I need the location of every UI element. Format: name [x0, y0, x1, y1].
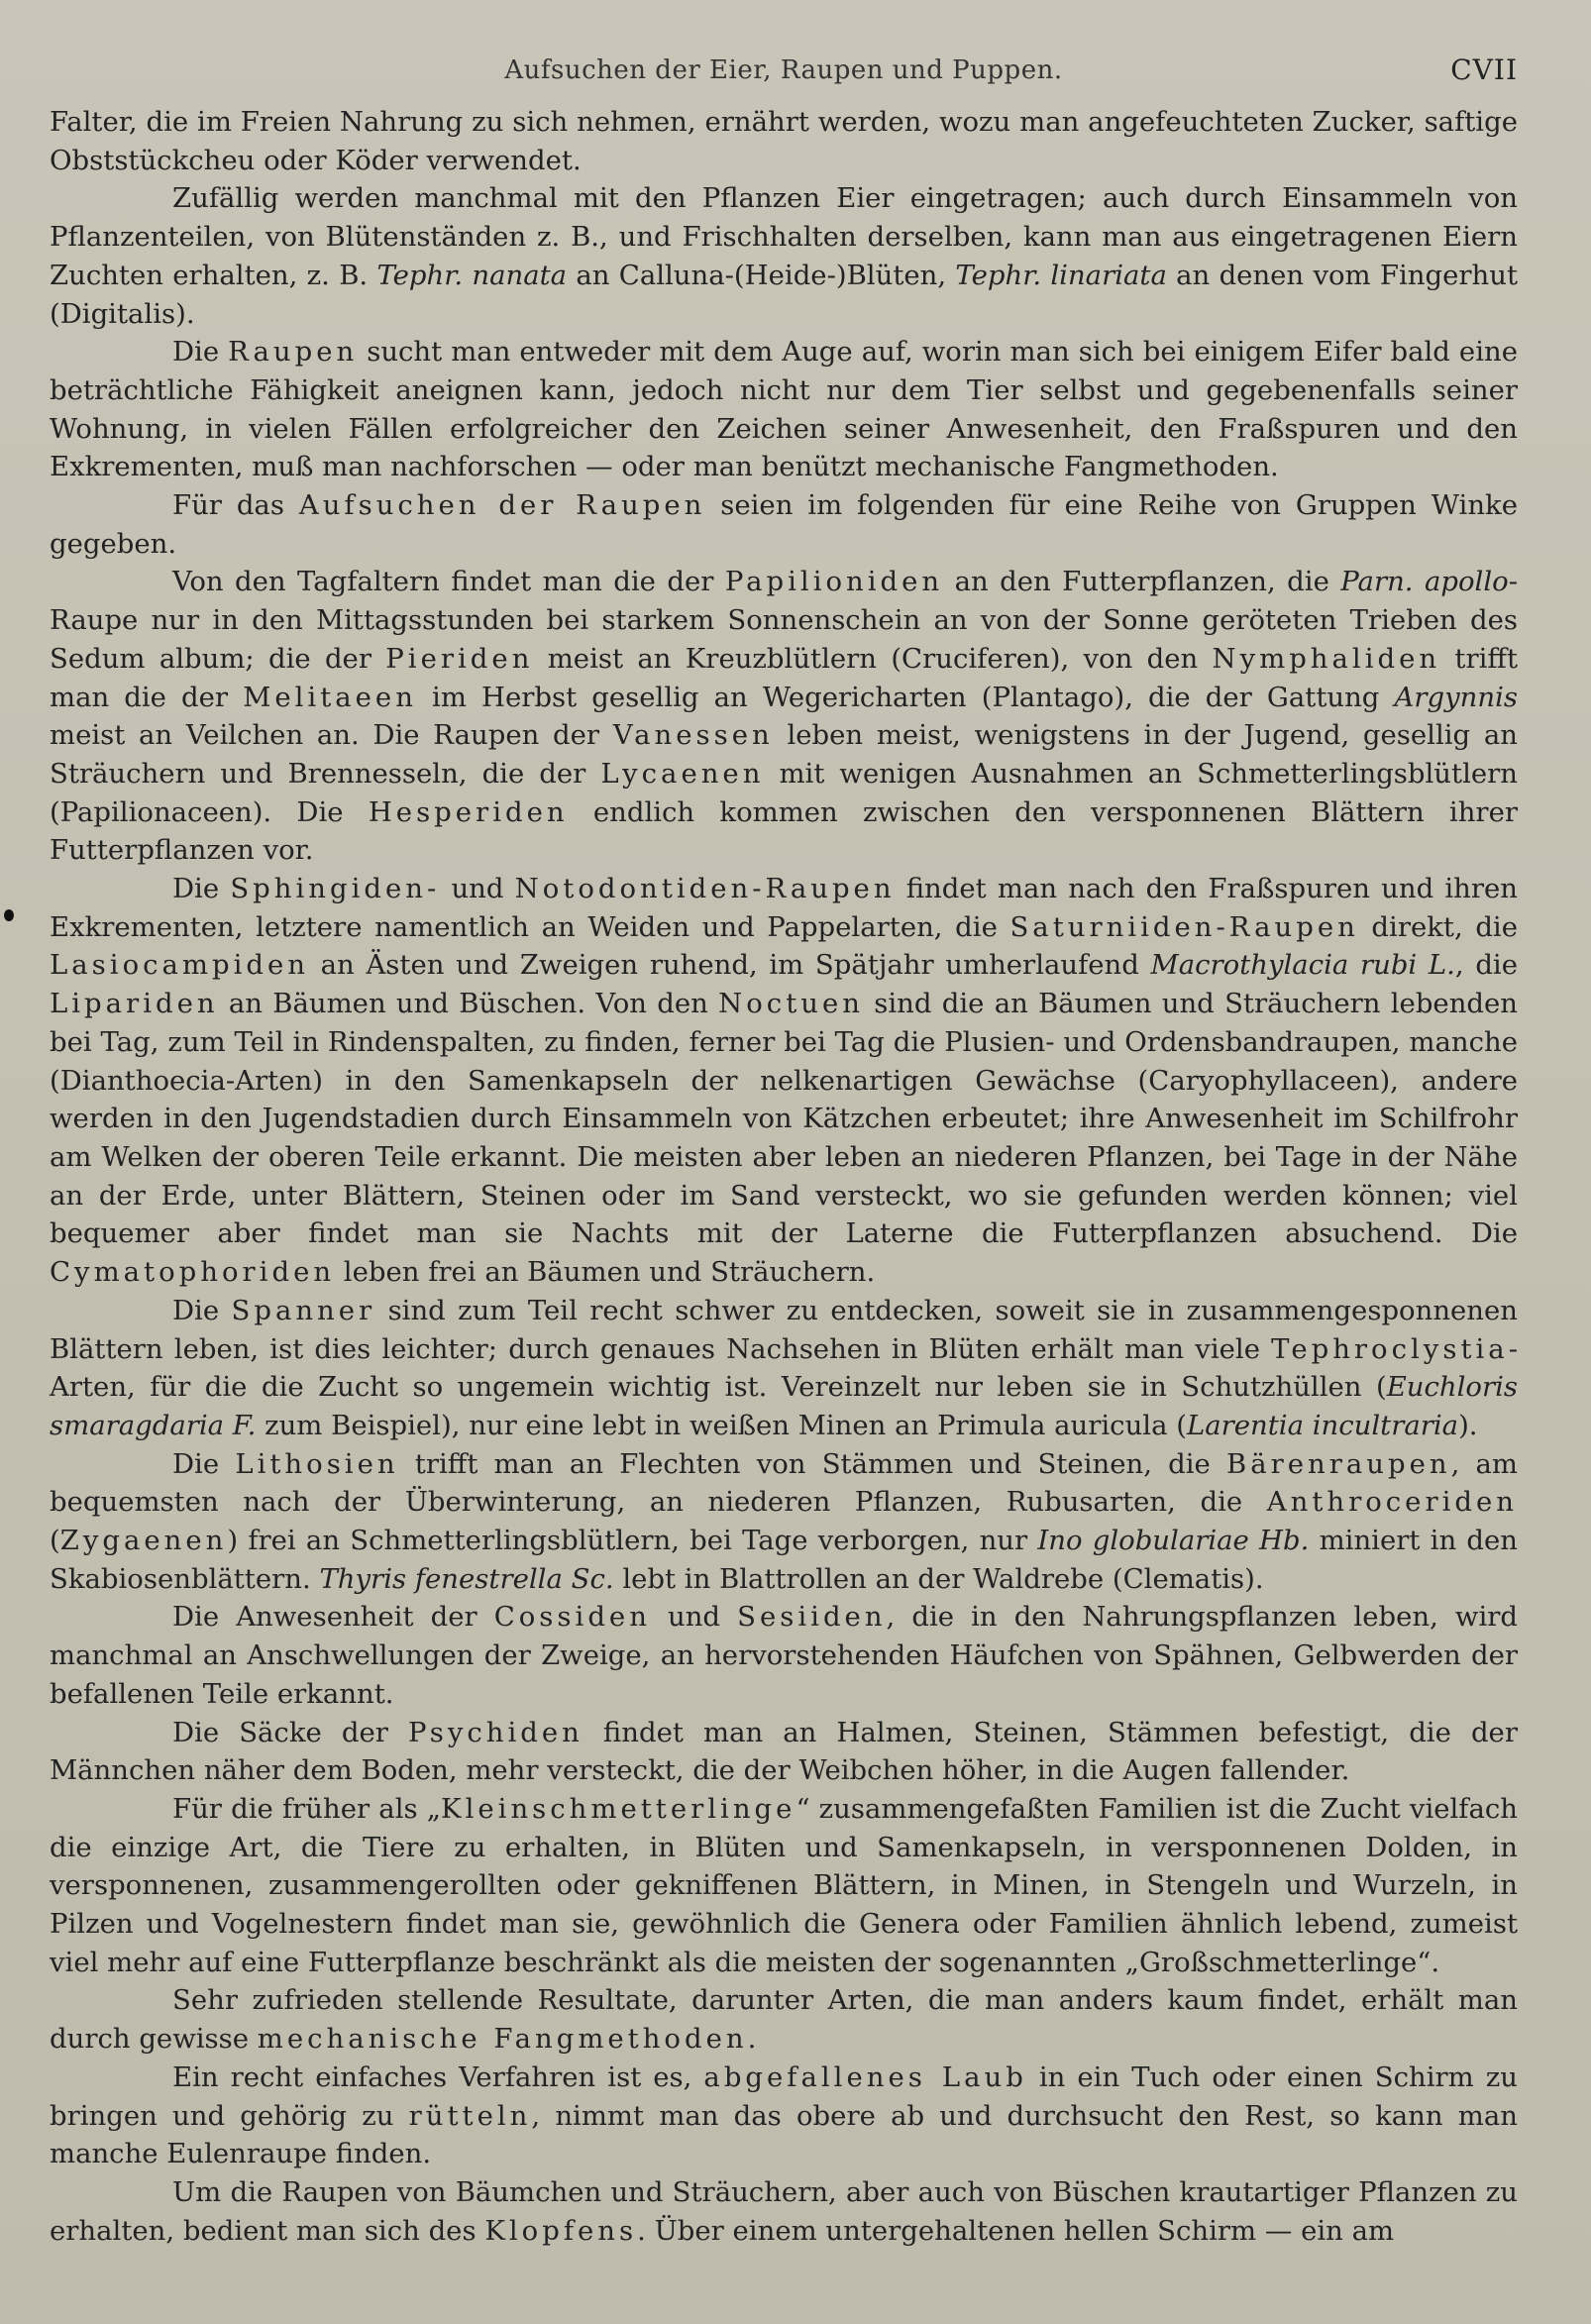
paragraph-13 — [50, 2059, 1518, 2173]
text-run: ) frei an Schmetterlingsblütlern, bei Tage verborgen, nur — [227, 1525, 1038, 1557]
text-run: im Herbst gesellig an Wegericharten (Plantago), die der Gattung — [416, 681, 1395, 713]
text-run: ( — [50, 1525, 60, 1557]
text-run: Zufällig werden manchmal mit den Pflanzen Eier eingetragen; auch durch Einsammeln von Pflanzenteilen, von Blütenständen z. B., und Frischhalten derselben, kann man aus eingetragenen Eiern Zuchten erhalten, z. B. — [50, 182, 1518, 291]
text-run: sind die an Bäumen und Sträuchern lebenden bei Tag, zum Teil in Rindenspalten, zu finden, ferner bei Tag die Plusien- und Ordensbandraupen, manche (Dianthoecia-Arten) in den Samenkapseln der nelkenartigen Gewächse (Caryophyllaceen), andere werden in den Jugendstadien durch Einsammeln von Kätzchen erbeutet; ihre Anwesenheit im Schilfrohr am Welken der oberen Teile erkannt. Die meisten aber leben an niederen Pflanzen, bei Tage in der Nähe an der Erde, unter Blättern, Steinen oder im Sand versteckt, wo sie gefunden werden können; viel bequemer aber findet man sie Nachts mit der Laterne die Futterpflanzen absuchend. Die — [50, 988, 1518, 1250]
text-run: Die — [172, 1447, 236, 1480]
paragraph-12 — [50, 1981, 1518, 2058]
text-run: Die — [172, 1294, 232, 1326]
text-run: endlich kommen zwischen den versponnenen Blättern ihrer Futterpflanzen vor. — [50, 795, 1518, 867]
text-run: Die Säcke der — [172, 1716, 408, 1748]
text-run: sucht man entweder mit dem Auge auf, worin man sich bei einigem Eifer bald eine beträchtliche Fähigkeit aneignen kann, jedoch nicht nur dem Tier selbst und gegebenenfalls seiner Wohnung, in vielen Fällen erfolgreicher den Zeichen seiner Anwesenheit, den Fraßspuren und den Exkrementen, muß man nachforschen — oder man benützt mechanische Fangmethoden. — [50, 336, 1518, 483]
paragraph-1 — [50, 103, 1518, 179]
spaced-term: Bärenraupen — [1226, 1447, 1451, 1480]
spaced-term: Vanessen — [612, 719, 774, 752]
spaced-term: Cymatophoriden — [50, 1256, 336, 1289]
species-name: Tephr. linariata — [955, 259, 1167, 291]
species-name: Ino globulariae Hb. — [1037, 1525, 1310, 1557]
spaced-term: Lycaenen — [600, 757, 765, 790]
text-run: Für das — [172, 489, 299, 522]
text-run: an Calluna-(Heide-)Blüten, — [567, 259, 956, 291]
spaced-term: Melitaeen — [243, 681, 417, 713]
text-run: . Über einem untergehaltenen hellen Schirm — ein am — [637, 2214, 1395, 2247]
spaced-term: Aufsuchen der Raupen — [298, 489, 706, 522]
spaced-term: Zygaenen — [59, 1525, 228, 1557]
paragraph-4 — [50, 486, 1518, 563]
species-name: Parn. apollo — [1340, 566, 1509, 598]
spaced-term: Saturniiden-Raupen — [1009, 910, 1359, 943]
text-run: findet man an Halmen, Steinen, Stämmen befestigt, die der Männchen näher dem Boden, mehr versteckt, die der Weibchen höher, in die Augen fallender. — [50, 1716, 1518, 1787]
text-run: , nimmt man das obere ab und durchsucht den Rest, so kann man manche Eulenraupe finden. — [50, 2099, 1518, 2170]
text-run: Von den Tagfaltern findet man die der — [172, 566, 725, 598]
paragraph-5 — [50, 563, 1518, 870]
text-run: und — [650, 1601, 738, 1634]
text-run: trifft man die der — [50, 642, 1519, 713]
spaced-term: Papilioniden — [724, 566, 944, 598]
text-run: seien im folgenden für eine Reihe von Gruppen Winke gegeben. — [50, 489, 1518, 560]
paragraph-8 — [50, 1445, 1518, 1599]
text-run: lebt in Blattrollen an der Waldrebe (Clematis). — [613, 1562, 1264, 1595]
text-run: an Bäumen und Büschen. Von den — [218, 988, 719, 1020]
spaced-term: rütteln — [408, 2099, 532, 2132]
text-run: an Ästen und Zweigen ruhend, im Spätjahr umherlaufend — [308, 949, 1151, 982]
text-run: Für die früher als „ — [172, 1792, 442, 1825]
text-run: Sehr zufrieden stellende Resultate, darunter Arten, die man anders kaum findet, erhält man durch gewisse — [50, 1984, 1518, 2056]
text-run: in ein Tuch oder einen Schirm zu bringen und gehörig zu — [50, 2060, 1518, 2132]
paragraph-7 — [50, 1292, 1518, 1445]
text-run: Die — [172, 873, 231, 905]
spaced-term: Spanner — [231, 1294, 376, 1326]
text-run: Die Anwesenheit der — [172, 1601, 494, 1634]
species-name: Argynnis — [1394, 681, 1518, 713]
paragraph-6 — [50, 870, 1518, 1292]
text-run: ). — [1458, 1409, 1478, 1441]
species-name: Macrothylacia rubi L. — [1150, 949, 1455, 982]
spaced-term: abgefallenes Laub — [703, 2060, 1027, 2093]
spaced-term: Lasiocampiden — [50, 949, 309, 982]
spaced-term: Hesperiden — [368, 795, 569, 828]
spaced-term: Sesiiden — [737, 1601, 887, 1634]
text-run: meist an Kreuzblütlern (Cruciferen), von den — [533, 642, 1213, 675]
spaced-term: Kleinschmetterlinge — [441, 1792, 796, 1825]
spaced-term: mechanische Fangmethoden — [257, 2023, 748, 2056]
spaced-term: Psychiden — [407, 1716, 583, 1748]
paragraph-10 — [50, 1714, 1518, 1790]
spaced-term: Nymphaliden — [1212, 642, 1441, 675]
text-run: . — [747, 2023, 757, 2056]
species-name: Tephr. nanata — [376, 259, 568, 291]
text-run: mit wenigen Ausnahmen an Schmetterlingsblütlern (Papilionaceen). Die — [50, 757, 1518, 828]
spaced-term: Cossiden — [493, 1601, 651, 1634]
spaced-term: Pieriden — [385, 642, 534, 675]
text-run: -Arten, für die die Zucht so ungemein wichtig ist. Vereinzelt nur leben sie in Schutzhüllen ( — [50, 1332, 1518, 1404]
paragraph-14 — [50, 2173, 1518, 2250]
text-run: , am bequemsten nach der Überwinterung, an niederen Pflanzen, Rubusarten, die — [50, 1447, 1518, 1519]
text-run: trifft man an Flechten von Stämmen und Steinen, die — [398, 1447, 1226, 1480]
text-run: , die — [1454, 949, 1518, 982]
paragraph-2 — [50, 179, 1518, 333]
spaced-term: Lithosien — [235, 1447, 399, 1480]
text-run: Um die Raupen von Bäumchen und Sträuchern, aber auch von Büschen krautartiger Pflanzen zu erhalten, bedient man sich des — [50, 2175, 1518, 2247]
text-run: miniert in den Skabiosenblättern. — [50, 1525, 1518, 1595]
spaced-term: Lipariden — [50, 988, 219, 1020]
text-run: leben meist, wenigstens in der Jugend, gesellig an Sträuchern und Brennesseln, die der — [50, 719, 1518, 790]
text-run: meist an Veilchen an. Die Raupen der — [50, 719, 613, 752]
spaced-term: Klopfens — [484, 2214, 638, 2247]
text-run: Die — [172, 336, 229, 369]
text-run: , die in den Nahrungspflanzen leben, wird manchmal an Anschwellungen der Zweige, an hervorstehenden Häufchen von Spähnen, Gelbwerden der befallenen Teile erkannt. — [50, 1601, 1518, 1710]
species-name: Thyris fenestrella Sc. — [319, 1562, 614, 1595]
running-title: Aufsuchen der Eier, Raupen und Puppen. — [504, 55, 1063, 85]
spaced-term: Raupen — [228, 336, 359, 369]
spaced-term: Anthroceriden — [1266, 1486, 1518, 1519]
text-run: -Raupe nur in den Mittagsstunden bei starkem Sonnenschein an von der Sonne geröteten Trieben des Sedum album; die der — [50, 566, 1518, 675]
text-run: direkt, die — [1358, 910, 1518, 943]
species-name: Larentia incultraria — [1186, 1409, 1459, 1441]
text-run: Ein recht einfaches Verfahren ist es, — [172, 2060, 704, 2093]
text-run: an den Futterpflanzen, die — [943, 566, 1341, 598]
paragraph-3 — [50, 333, 1518, 486]
spaced-term: Noctuen — [718, 988, 864, 1020]
text-run: an denen vom Fingerhut (Digitalis). — [50, 259, 1518, 330]
paragraph-9 — [50, 1598, 1518, 1713]
text-run: und — [440, 873, 515, 905]
spaced-term: Tephroclystia — [1271, 1332, 1509, 1365]
ink-spot — [4, 909, 14, 921]
text-run: “ zusammengefaßten Familien ist die Zucht vielfach die einzige Art, die Tiere zu erhalten, in Blüten und Samenkapseln, in versponnenen Dolden, in versponnenen, zusammengerollten oder gekniffenen Blättern, in Minen, in Stengeln und Wurzeln, in Pilzen und Vogelnestern findet man sie, gewöhnlich die Genera oder Familien ähnlich lebend, zumeist viel mehr auf eine Futterpflanze beschränkt als die meisten der sogenannten „Großschmetterlinge“. — [50, 1792, 1518, 1978]
text-run: findet man nach den Fraßspuren und ihren Exkrementen, letztere namentlich an Weiden und Pappelarten, die — [50, 873, 1519, 943]
spaced-term: Sphingiden- — [230, 873, 441, 905]
text-run: zum Beispiel), nur eine lebt in weißen Minen an Primula auricula ( — [256, 1409, 1187, 1441]
paragraph-11 — [50, 1790, 1518, 1982]
page-number: CVII — [1450, 53, 1518, 86]
species-name: Euchloris smaragdaria F. — [50, 1371, 1518, 1441]
body-text — [50, 103, 1518, 2250]
text-run: sind zum Teil recht schwer zu entdecken, soweit sie in zusammengesponnenen Blättern leben, ist dies leichter; durch genaues Nachsehen in Blüten erhält man viele — [50, 1294, 1519, 1365]
page-header — [50, 52, 1518, 101]
spaced-term: Notodontiden-Raupen — [514, 873, 896, 905]
text-run: leben frei an Bäumen und Sträuchern. — [335, 1256, 876, 1289]
text-run: Falter, die im Freien Nahrung zu sich nehmen, ernährt werden, wozu man angefeuchteten Zucker, saftige Obststückcheu oder Köder verwendet. — [50, 106, 1518, 176]
